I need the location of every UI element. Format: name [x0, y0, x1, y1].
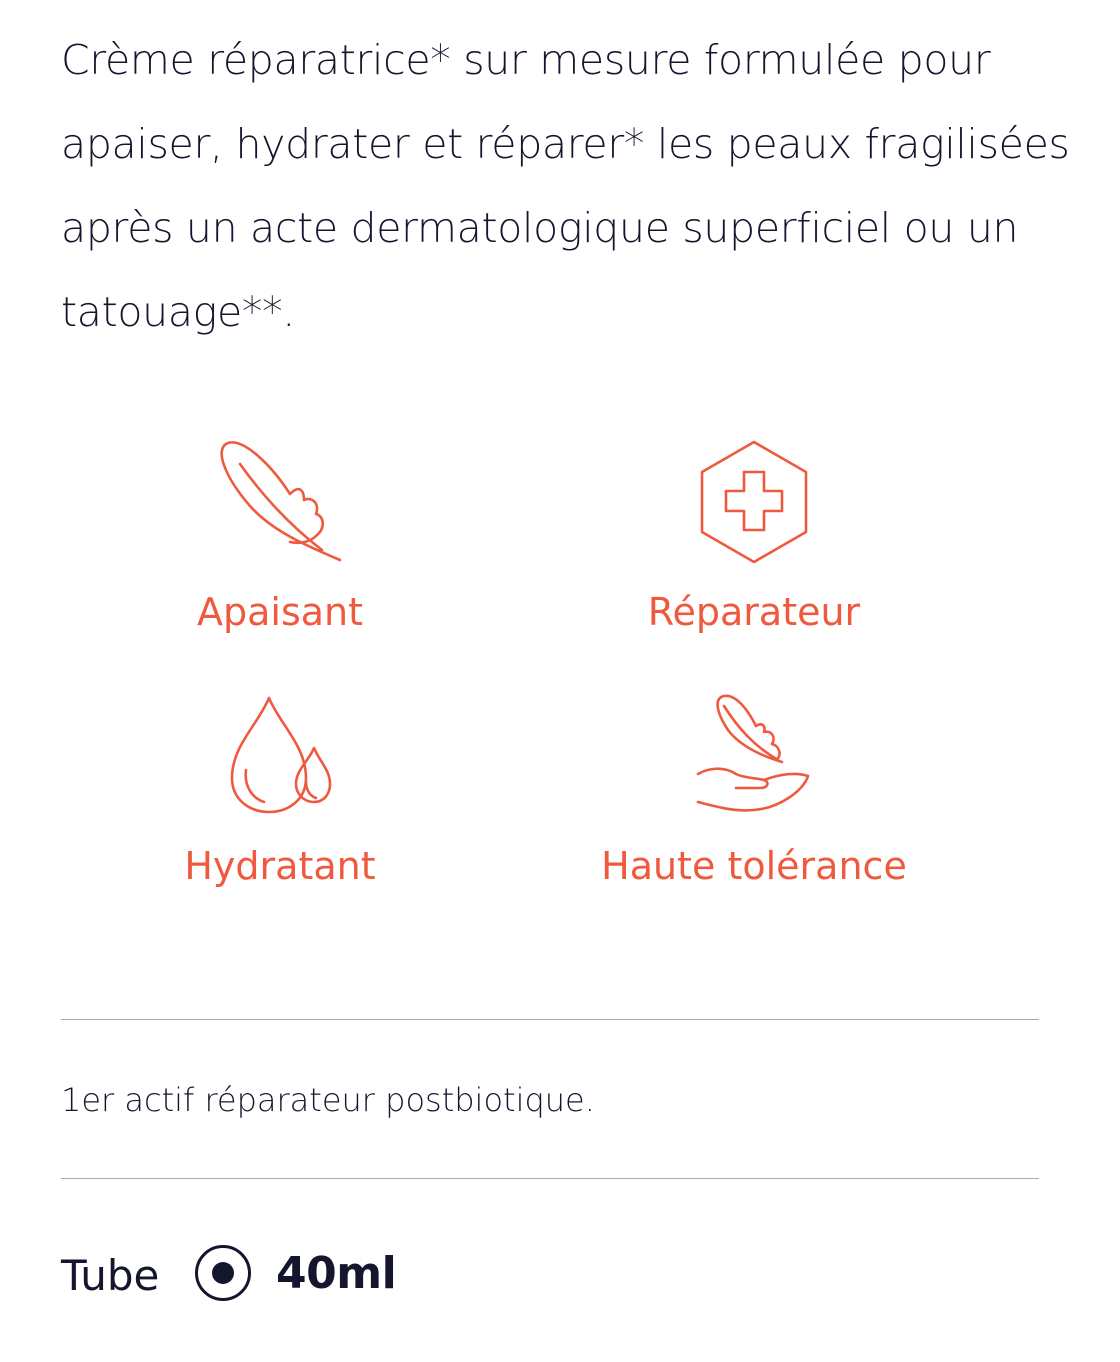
benefit-label-hydratant: Hydratant [184, 844, 376, 888]
radio-dot [212, 1262, 234, 1284]
format-type-label: Tube [61, 1251, 160, 1300]
active-ingredient-note: 1er actif réparateur postbiotique. [61, 1081, 595, 1119]
benefit-label-reparateur: Réparateur [647, 590, 861, 634]
divider-top [61, 1019, 1039, 1020]
divider-bottom [61, 1178, 1039, 1179]
benefit-label-apaisant: Apaisant [196, 590, 364, 634]
water-drops-icon [212, 690, 352, 830]
volume-option-label[interactable]: 40ml [276, 1248, 397, 1299]
volume-radio-selected[interactable] [195, 1245, 251, 1301]
hexagon-cross-icon [684, 434, 824, 574]
feather-icon [212, 436, 352, 576]
product-description: Crème réparatrice* sur mesure formulée pour apaiser, hydrater et réparer* les peaux fragilisées après un acte dermatologique superficiel ou un tatouage**. [61, 36, 1070, 336]
hand-feather-icon [684, 690, 824, 830]
benefit-label-haute-tolerance: Haute tolérance [601, 844, 907, 888]
